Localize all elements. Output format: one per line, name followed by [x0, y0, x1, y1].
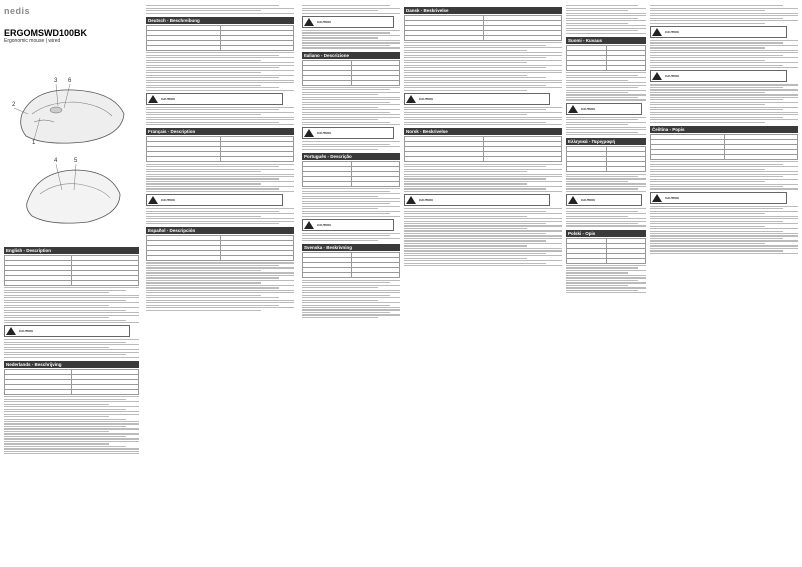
spec-table: [566, 146, 646, 172]
callout-2: 2: [12, 102, 16, 108]
caution-box: [302, 219, 394, 231]
section-czech: Čeština - Popis: [650, 126, 798, 133]
caution-label: CAUTION: [19, 329, 33, 334]
spec-table: [146, 25, 294, 51]
spec-table: [404, 15, 562, 41]
section-finnish: Suomi - Kuvaus: [566, 37, 646, 44]
caution-box: [650, 70, 787, 82]
spec-table: [650, 134, 798, 160]
caution-box: [404, 93, 550, 105]
section-swedish: Svenska - Beskrivning: [302, 244, 400, 251]
column-5: [566, 4, 646, 565]
spec-table: [146, 136, 294, 162]
spec-table: [302, 60, 400, 86]
warning-icon: [304, 221, 314, 229]
warning-icon: [148, 196, 158, 204]
callout-1: 1: [32, 140, 36, 146]
caution-box: [302, 127, 394, 139]
section-dutch: Nederlands - Beschrijving: [4, 361, 139, 368]
column-4: [404, 4, 562, 565]
warning-icon: [406, 196, 416, 204]
caution-label: CAUTION: [665, 29, 679, 34]
section-greek: Ελληνικά - Περιγραφή: [566, 138, 646, 145]
section-german: Deutsch - Beschreibung: [146, 17, 294, 24]
model-title: ERGOMSWD100BK: [4, 28, 88, 38]
caution-box: [146, 194, 283, 206]
product-subtitle: Ergonomic mouse | wired: [4, 38, 61, 44]
warning-icon: [652, 28, 662, 36]
caution-label: CAUTION: [161, 198, 175, 203]
column-6: [650, 4, 798, 565]
caution-box: [404, 194, 550, 206]
warning-icon: [6, 327, 16, 335]
caution-label: CAUTION: [581, 198, 595, 203]
spec-table: [146, 235, 294, 261]
section-norwegian: Norsk - Beskrivelse: [404, 128, 562, 135]
section-english: English - Description: [4, 247, 139, 254]
warning-icon: [652, 72, 662, 80]
column-1: [4, 4, 139, 565]
callout-5: 5: [74, 158, 78, 164]
section-spanish: Español - Descripción: [146, 227, 294, 234]
spec-table: [566, 45, 646, 71]
caution-box: [650, 192, 787, 204]
caution-box: [566, 103, 642, 115]
spec-table: [4, 255, 139, 286]
brand-logo: nedis: [4, 6, 31, 16]
column-3: [302, 4, 400, 565]
spec-table: [404, 136, 562, 162]
callout-6: 6: [68, 78, 72, 84]
caution-label: CAUTION: [161, 96, 175, 101]
spec-table: [566, 238, 646, 264]
spec-table: [4, 369, 139, 395]
warning-icon: [568, 196, 578, 204]
warning-icon: [304, 18, 314, 26]
spec-table: [302, 161, 400, 187]
caution-label: CAUTION: [419, 96, 433, 101]
caution-label: CAUTION: [317, 19, 331, 24]
section-danish: Dansk - Beskrivelse: [404, 7, 562, 14]
warning-icon: [406, 95, 416, 103]
caution-box: [566, 194, 642, 206]
caution-label: CAUTION: [317, 222, 331, 227]
caution-label: CAUTION: [581, 106, 595, 111]
section-italian: Italiano - Descrizione: [302, 52, 400, 59]
caution-label: CAUTION: [419, 198, 433, 203]
caution-box: [4, 325, 130, 337]
caution-label: CAUTION: [665, 74, 679, 79]
section-portuguese: Português - Descrição: [302, 153, 400, 160]
caution-label: CAUTION: [317, 131, 331, 136]
caution-box: [650, 26, 787, 38]
column-2: [146, 4, 294, 565]
section-polish: Polski - Opis: [566, 230, 646, 237]
mouse-illustrations: [4, 44, 139, 244]
caution-box: [302, 16, 394, 28]
warning-icon: [568, 105, 578, 113]
caution-box: [146, 93, 283, 105]
spec-table: [302, 252, 400, 278]
callout-4: 4: [54, 158, 58, 164]
callout-3: 3: [54, 78, 58, 84]
warning-icon: [652, 194, 662, 202]
warning-icon: [148, 95, 158, 103]
section-french: Français - Description: [146, 128, 294, 135]
mouse-side-illustration: [4, 44, 139, 244]
caution-label: CAUTION: [665, 195, 679, 200]
warning-icon: [304, 129, 314, 137]
